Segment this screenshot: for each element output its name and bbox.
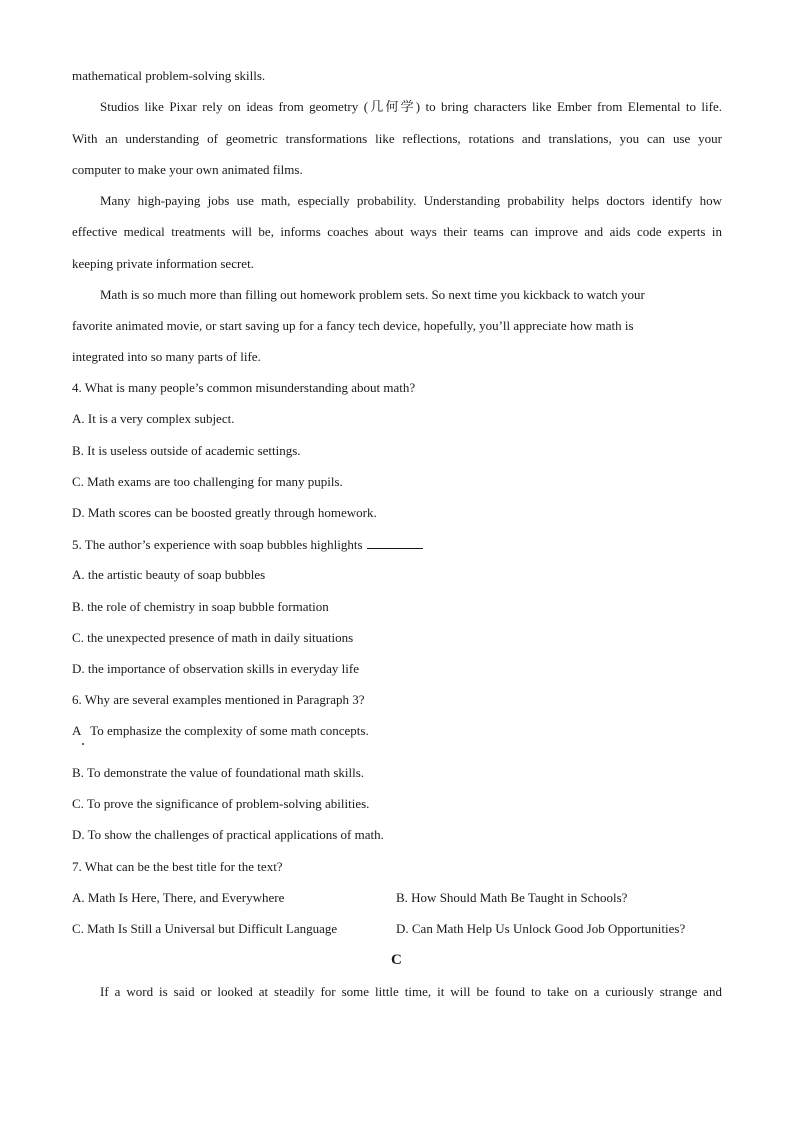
question-stem: 4. What is many people’s common misunderstanding about math?: [72, 380, 416, 395]
answer-option: D. Math scores can be boosted greatly through homework.: [72, 505, 377, 520]
question-stem: [72, 536, 722, 553]
passage-line: favorite animated movie, or start saving up for a fancy tech device, hopefully, you’ll appreciate how math is: [72, 318, 634, 333]
passage-line: effective medical treatments will be, informs coaches about ways their teams can improve and aids code experts in: [72, 224, 722, 239]
answer-option: D. Can Math Help Us Unlock Good Job Opportunities?: [396, 921, 686, 936]
passage-line: Math is so much more than filling out homework problem sets. So next time you kickback to watch your: [100, 287, 645, 302]
answer-option: C. the unexpected presence of math in daily situations: [72, 630, 354, 645]
passage-line: Many high-paying jobs use math, especially probability. Understanding probability helps doctors identify how: [100, 193, 722, 208]
answer-option: D. To show the challenges of practical applications of math.: [72, 827, 384, 842]
answer-option: B. To demonstrate the value of foundational math skills.: [72, 765, 365, 780]
section-heading: C: [391, 952, 402, 968]
passage-line: computer to make your own animated films.: [72, 162, 303, 177]
passage-line: Studios like Pixar rely on ideas from geometry (几何学) to bring characters like Ember from Elemental to life.: [100, 99, 722, 114]
passage-line: mathematical problem-solving skills.: [72, 68, 266, 83]
answer-option: A. It is a very complex subject.: [72, 411, 235, 426]
answer-option: B. How Should Math Be Taught in Schools?: [396, 890, 628, 905]
passage-line: integrated into so many parts of life.: [72, 349, 261, 364]
question-stem-text: 5. The author’s experience with soap bubbles highlights: [72, 537, 363, 552]
passage-line: With an understanding of geometric transformations like reflections, rotations and translations, you can use your: [72, 131, 722, 146]
stray-mark: [82, 743, 84, 745]
answer-option: D. the importance of observation skills in everyday life: [72, 661, 360, 676]
answer-option: A. Math Is Here, There, and Everywhere: [72, 890, 285, 905]
answer-option: C. Math exams are too challenging for many pupils.: [72, 474, 343, 489]
answer-option: B. the role of chemistry in soap bubble formation: [72, 599, 329, 614]
answer-option: C. To prove the significance of problem-solving abilities.: [72, 796, 370, 811]
passage-line: keeping private information secret.: [72, 256, 254, 271]
question-stem: 7. What can be the best title for the text?: [72, 859, 283, 874]
answer-option: A To emphasize the complexity of some math concepts.: [72, 723, 369, 738]
answer-option: B. It is useless outside of academic settings.: [72, 443, 301, 458]
passage-line: If a word is said or looked at steadily for some little time, it will be found to take on a curiously strange and: [100, 984, 722, 999]
answer-blank: [367, 536, 423, 549]
answer-option: A. the artistic beauty of soap bubbles: [72, 567, 266, 582]
answer-option: C. Math Is Still a Universal but Difficult Language: [72, 921, 338, 936]
question-stem: 6. Why are several examples mentioned in Paragraph 3?: [72, 692, 365, 707]
